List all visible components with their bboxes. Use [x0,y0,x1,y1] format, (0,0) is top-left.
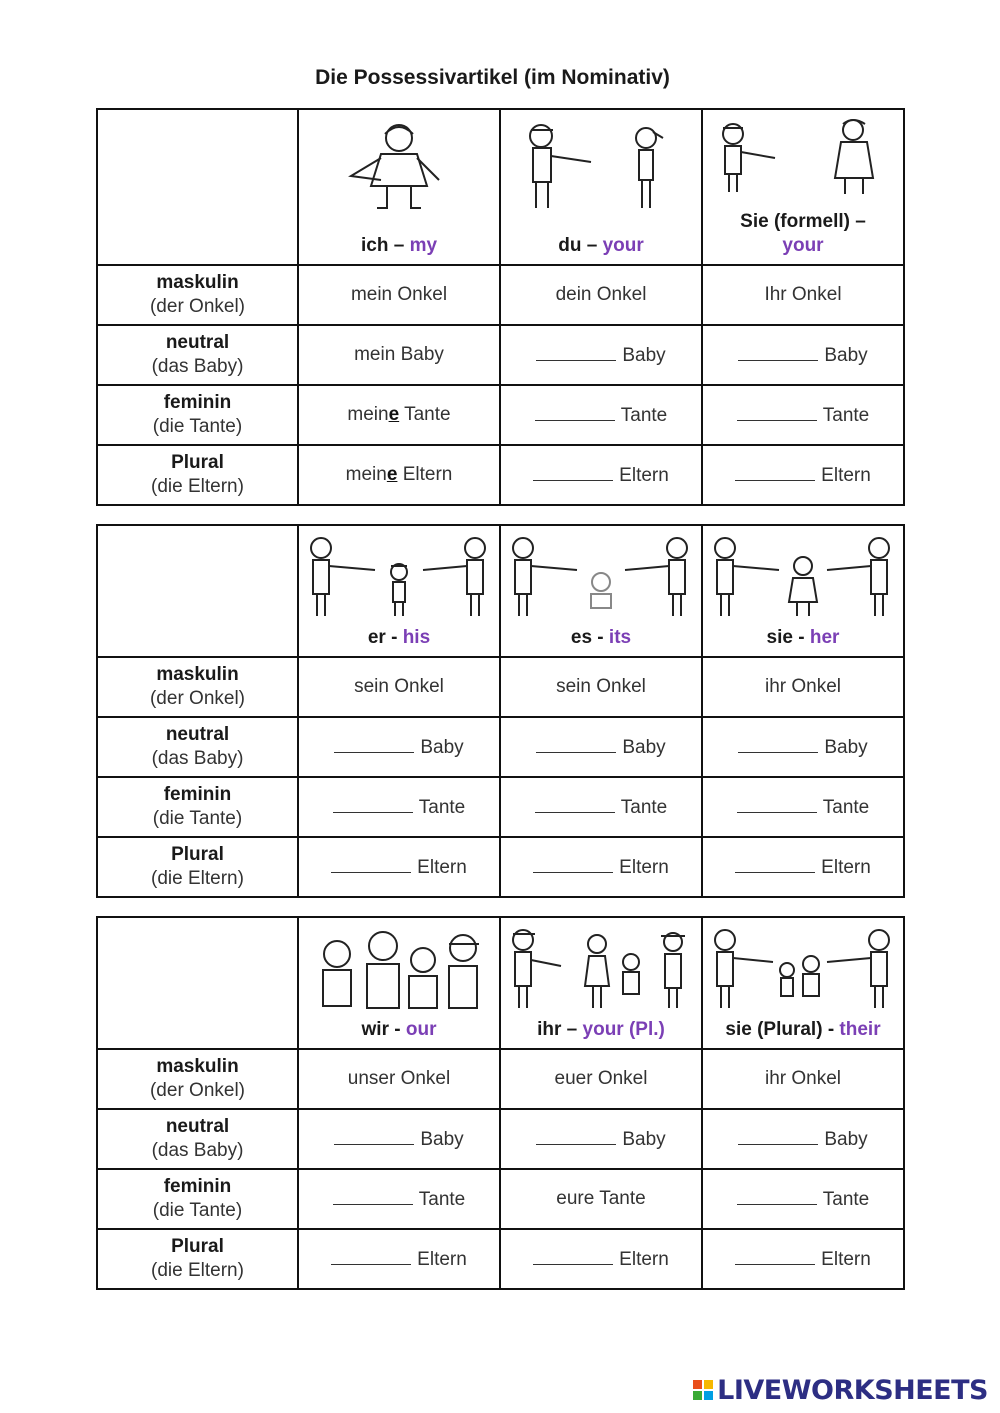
blank-input[interactable] [738,344,818,361]
cell [298,385,500,445]
cell [298,657,500,717]
header-english: its [608,627,632,648]
table-singular-2 [96,524,905,898]
row-label-name: neutral [165,1116,230,1137]
cell [702,777,904,837]
cell [500,1229,702,1289]
table-singular-1 [96,108,905,506]
row-label-sub: (der Onkel) [149,688,246,709]
row-label-sub: (das Baby) [151,748,244,769]
row-label-name: neutral [165,332,230,353]
noun: Tante [822,404,870,426]
blank-input[interactable] [737,796,817,813]
row-label [97,1229,298,1289]
blank-input[interactable] [533,464,613,481]
table-plural [96,916,905,1290]
row-label-sub: (die Tante) [152,1200,243,1221]
two-pointing-at-boy-icon [299,532,499,620]
cell [298,777,500,837]
blank-input[interactable] [331,1248,411,1265]
cell [702,717,904,777]
table-header-row [97,109,904,265]
cell [500,325,702,385]
table-row-neutral [97,1109,904,1169]
possessive: mein [354,344,396,365]
cell [500,265,702,325]
blank-input[interactable] [333,1188,413,1205]
noun: Onkel [394,676,444,697]
possessive: ihr [764,676,787,697]
table-row-feminin [97,777,904,837]
header-er [298,525,500,657]
noun: Eltern [619,464,669,486]
row-label-name: neutral [165,724,230,745]
blank-input[interactable] [737,1188,817,1205]
possessive: eure [556,1188,595,1209]
header-sie [702,525,904,657]
row-label-sub: (der Onkel) [149,296,246,317]
table-row-plural [97,1229,904,1289]
cell [702,445,904,505]
blank-input[interactable] [334,1128,414,1145]
two-pointing-at-children-icon [703,924,903,1012]
cell [298,325,500,385]
blank-input[interactable] [536,344,616,361]
header-pronoun: ihr – [537,1019,578,1040]
noun: Tante [418,796,466,818]
header-english: her [809,627,840,648]
cell [702,1229,904,1289]
header-du [500,109,702,265]
blank-input[interactable] [331,856,411,873]
cell [298,717,500,777]
header-english: my [409,235,438,256]
row-label-name: maskulin [156,1056,239,1077]
possessive: unser [347,1068,396,1089]
cell [500,1169,702,1229]
noun: Onkel [596,676,646,697]
header-sie-plural [702,917,904,1049]
blank-input[interactable] [738,736,818,753]
noun: Eltern [619,1248,669,1270]
liveworksheets-logo [693,1375,988,1405]
noun: Onkel [397,284,448,305]
cell [702,1169,904,1229]
noun: Baby [824,736,868,758]
page-title: Die Possessivartikel (im Nominativ) [315,66,670,89]
possessive: sein [556,676,591,697]
possessive: sein [354,676,389,697]
boy-pointing-self-icon [299,116,499,216]
header-wir [298,917,500,1049]
cell [500,385,702,445]
header-pronoun: es - [570,627,604,648]
table-header-row [97,525,904,657]
table-row-maskulin [97,1049,904,1109]
noun: Onkel [400,1068,451,1089]
row-label [97,1049,298,1109]
noun: Tante [620,796,668,818]
blank-input[interactable] [533,856,613,873]
noun: Tante [418,1188,466,1210]
ending-underlined: e [386,464,398,485]
two-pointing-at-baby-icon [501,532,701,620]
possessive: Ihr [764,284,787,305]
row-label [97,265,298,325]
noun: Baby [400,344,444,365]
table-row-neutral [97,717,904,777]
header-pronoun: Sie (formell) – [740,211,866,232]
table-row-plural [97,837,904,897]
logo-text: LIVEWORKSHEETS [717,1374,988,1406]
cell [298,265,500,325]
noun: Tante [599,1188,646,1209]
row-label [97,837,298,897]
cell [702,325,904,385]
noun: Tante [822,796,870,818]
noun: Onkel [596,284,647,305]
blank-input[interactable] [334,736,414,753]
blank-input[interactable] [737,404,817,421]
row-label [97,1169,298,1229]
row-label-name: maskulin [156,664,239,685]
noun: Tante [620,404,668,426]
cell [298,1109,500,1169]
header-english: your [602,235,644,256]
cell [702,657,904,717]
cell [500,657,702,717]
cell [702,837,904,897]
table-row-feminin [97,1169,904,1229]
header-pronoun: ich – [360,235,405,256]
noun: Eltern [821,464,871,486]
noun: Tante [822,1188,870,1210]
cell [500,837,702,897]
table-row-neutral [97,325,904,385]
two-pointing-at-woman-icon [703,532,903,620]
noun: Baby [622,1128,666,1150]
noun: Baby [824,344,868,366]
noun: Eltern [417,1248,467,1270]
possessive: mein [347,404,389,425]
empty-corner-cell [97,917,298,1049]
cell [298,445,500,505]
row-label-name: feminin [163,1176,232,1197]
header-english: his [402,627,431,648]
row-label [97,657,298,717]
empty-corner-cell [97,109,298,265]
blank-input[interactable] [735,856,815,873]
blank-input[interactable] [535,404,615,421]
row-label-name: Plural [171,452,224,473]
row-label-sub: (das Baby) [151,356,244,377]
noun: Baby [622,736,666,758]
cell [500,1109,702,1169]
cell [702,265,904,325]
noun: Baby [824,1128,868,1150]
possessive: ihr [764,1068,787,1089]
row-label [97,717,298,777]
header-english: their [839,1019,881,1040]
cell [500,445,702,505]
noun: Tante [404,404,451,425]
boy-pointing-at-girl-icon [501,116,701,216]
cell [298,1169,500,1229]
header-ich [298,109,500,265]
cell [298,837,500,897]
table-row-feminin [97,385,904,445]
noun: Eltern [619,856,669,878]
boy-pointing-at-group-icon [501,924,701,1012]
table-row-plural [97,445,904,505]
row-label-name: maskulin [156,272,239,293]
cell [298,1049,500,1109]
row-label [97,325,298,385]
row-label-name: feminin [163,784,232,805]
noun: Eltern [821,856,871,878]
blank-input[interactable] [535,796,615,813]
header-ihr [500,917,702,1049]
group-of-friends-icon [299,924,499,1012]
row-label [97,777,298,837]
possessive: mein [345,464,387,485]
cell [500,717,702,777]
header-english: our [405,1019,437,1040]
header-sie-formell [702,109,904,265]
header-pronoun: du – [558,235,598,256]
noun: Onkel [791,1068,842,1089]
row-label [97,1109,298,1169]
noun: Onkel [791,284,842,305]
table-row-maskulin [97,265,904,325]
noun: Baby [420,736,464,758]
ending-underlined: e [388,404,400,425]
noun: Eltern [417,856,467,878]
row-label-sub: (die Eltern) [151,1260,244,1281]
cell [298,1229,500,1289]
cell [702,1049,904,1109]
cell [702,1109,904,1169]
row-label-name: feminin [163,392,232,413]
row-label-sub: (das Baby) [151,1140,244,1161]
header-english: your (Pl.) [582,1019,665,1040]
row-label-sub: (die Tante) [152,808,243,829]
boy-pointing-at-man-icon [703,116,903,196]
header-pronoun: sie (Plural) - [725,1019,835,1040]
row-label-name: Plural [171,1236,224,1257]
possessive: mein [350,284,393,305]
row-label-sub: (die Eltern) [151,476,244,497]
header-pronoun: sie - [766,627,805,648]
empty-corner-cell [97,525,298,657]
noun: Baby [622,344,666,366]
cell [702,385,904,445]
row-label-sub: (die Eltern) [151,868,244,889]
row-label-sub: (die Tante) [152,416,243,437]
blank-input[interactable] [536,1128,616,1145]
header-es [500,525,702,657]
header-pronoun: er - [367,627,398,648]
cell [500,1049,702,1109]
blank-input[interactable] [533,1248,613,1265]
possessive: euer [554,1068,593,1089]
row-label-sub: (der Onkel) [149,1080,246,1101]
cell [500,777,702,837]
row-label [97,445,298,505]
blank-input[interactable] [735,464,815,481]
table-row-maskulin [97,657,904,717]
noun: Onkel [597,1068,648,1089]
noun: Eltern [402,464,453,485]
row-label-name: Plural [171,844,224,865]
noun: Onkel [791,676,842,697]
row-label [97,385,298,445]
blank-input[interactable] [735,1248,815,1265]
blank-input[interactable] [738,1128,818,1145]
blank-input[interactable] [333,796,413,813]
noun: Eltern [821,1248,871,1270]
table-header-row [97,917,904,1049]
logo-icon [693,1380,713,1400]
header-pronoun: wir - [361,1019,401,1040]
blank-input[interactable] [536,736,616,753]
noun: Baby [420,1128,464,1150]
header-english: your [782,235,824,256]
possessive: dein [555,284,592,305]
